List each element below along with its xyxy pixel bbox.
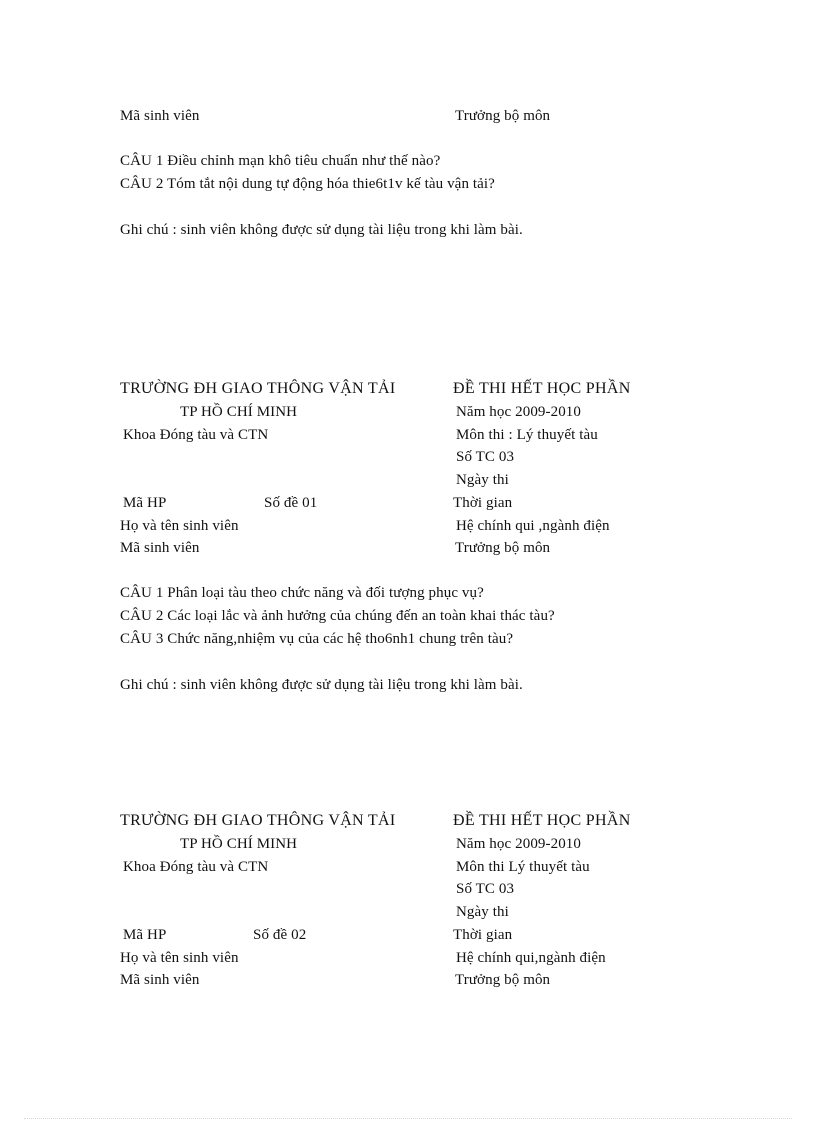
exam-title: ĐỀ THI HẾT HỌC PHẦN <box>453 812 631 829</box>
question-1: CÂU 1 Phân loại tàu theo chức năng và đối tượng phục vụ? <box>120 585 484 601</box>
program-label: Hệ chính qui ,ngành điện <box>456 518 610 534</box>
school-city: TP HỒ CHÍ MINH <box>180 836 298 852</box>
academic-year: Năm học 2009-2010 <box>456 836 582 852</box>
student-name-label: Họ và tên sinh viên <box>120 950 239 966</box>
student-id-label: Mã sinh viên <box>120 972 200 988</box>
department-head-label: Trưởng bộ môn <box>455 108 551 124</box>
student-name-label: Họ và tên sinh viên <box>120 518 239 534</box>
credits: Số TC 03 <box>456 449 515 465</box>
department-head-label: Trưởng bộ môn <box>455 972 551 988</box>
exam-date: Ngày thi <box>456 472 509 488</box>
exam-duration: Thời gian <box>453 495 513 511</box>
exam-duration: Thời gian <box>453 927 513 943</box>
student-id-label: Mã sinh viên <box>120 108 200 124</box>
page-bottom-divider <box>24 1118 792 1119</box>
program-label: Hệ chính qui,ngành điện <box>456 950 606 966</box>
exam-title: ĐỀ THI HẾT HỌC PHẦN <box>453 380 631 397</box>
exam-number: Số đề 02 <box>253 927 307 943</box>
faculty-name: Khoa Đóng tàu và CTN <box>123 859 269 875</box>
faculty-name: Khoa Đóng tàu và CTN <box>123 427 269 443</box>
subject-name: Môn thi Lý thuyết tàu <box>456 859 590 875</box>
question-2: CÂU 2 Các loại lắc và ảnh hưởng của chúng đến an toàn khai thác tàu? <box>120 608 555 624</box>
credits: Số TC 03 <box>456 881 515 897</box>
school-city: TP HỒ CHÍ MINH <box>180 404 298 420</box>
academic-year: Năm học 2009-2010 <box>456 404 582 420</box>
department-head-label: Trưởng bộ môn <box>455 540 551 556</box>
student-id-label: Mã sinh viên <box>120 540 200 556</box>
exam-date: Ngày thi <box>456 904 509 920</box>
question-1: CÂU 1 Điều chỉnh mạn khô tiêu chuẩn như thế nào? <box>120 153 441 169</box>
subject-name: Môn thi : Lý thuyết tàu <box>456 427 598 443</box>
question-3: CÂU 3 Chức năng,nhiệm vụ của các hệ tho6nh1 chung trên tàu? <box>120 631 514 647</box>
question-2: CÂU 2 Tóm tắt nội dung tự động hóa thie6t1v kế tàu vận tải? <box>120 176 495 192</box>
exam-number: Số đề 01 <box>264 495 318 511</box>
exam-note: Ghi chú : sinh viên không được sử dụng tài liệu trong khi làm bài. <box>120 222 523 238</box>
exam-note: Ghi chú : sinh viên không được sử dụng tài liệu trong khi làm bài. <box>120 677 523 693</box>
school-name: TRƯỜNG ĐH GIAO THÔNG VẬN TẢI <box>120 380 396 397</box>
course-code: Mã HP <box>123 927 167 943</box>
course-code: Mã HP <box>123 495 167 511</box>
school-name: TRƯỜNG ĐH GIAO THÔNG VẬN TẢI <box>120 812 396 829</box>
